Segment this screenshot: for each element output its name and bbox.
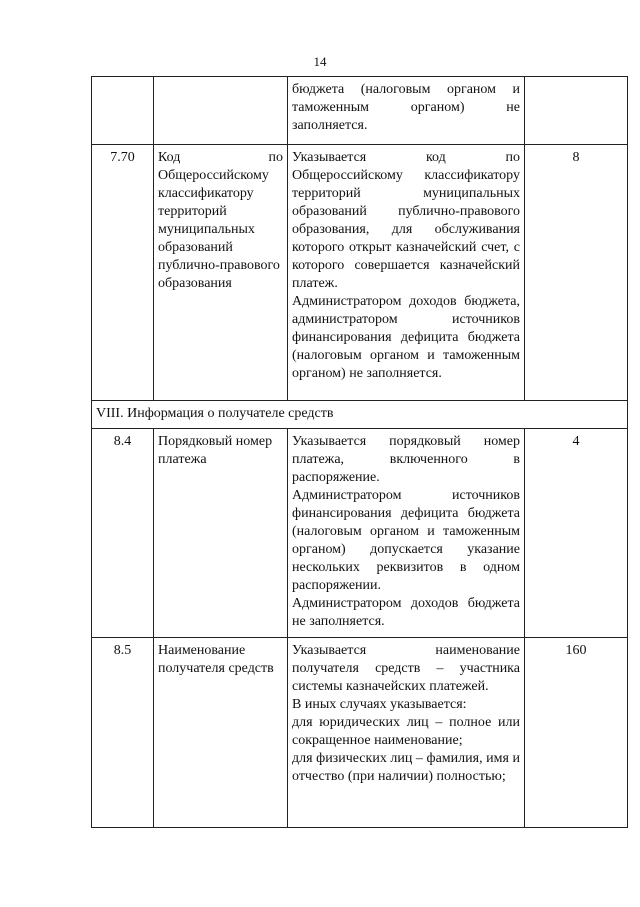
section-title: VIII. Информация о получателе средств bbox=[92, 401, 628, 429]
section-header-row bbox=[92, 401, 628, 429]
name-text: Наименование получателя средств bbox=[158, 643, 274, 676]
max-length: 160 bbox=[525, 638, 628, 828]
max-length: 4 bbox=[525, 429, 628, 638]
requisite-description bbox=[288, 429, 525, 638]
name-text: Код по Общероссийскому классификатору территорий муниципальных образований публично-правового образования bbox=[158, 150, 283, 291]
max-length: 8 bbox=[525, 145, 628, 401]
row-number: 8.5 bbox=[92, 638, 154, 828]
description-paragraph: Администратором доходов бюджета не заполняется. bbox=[292, 596, 520, 629]
row-number: 7.70 bbox=[92, 145, 154, 401]
table-row bbox=[92, 77, 628, 145]
table-row bbox=[92, 429, 628, 638]
page-number: 14 bbox=[313, 54, 327, 69]
row-number bbox=[92, 77, 154, 145]
requisite-name bbox=[154, 145, 288, 401]
description-paragraph: Администратором источников финансирования дефицита бюджета (налоговым органом и таможенным органом) допускается указание нескольких реквизитов в одном распоряжении. bbox=[292, 488, 520, 593]
table-row bbox=[92, 145, 628, 401]
requisite-description bbox=[288, 145, 525, 401]
requisite-description bbox=[288, 638, 525, 828]
description-paragraph: Указывается порядковый номер платежа, включенного в распоряжение. bbox=[292, 434, 520, 485]
max-length bbox=[525, 77, 628, 145]
table-row bbox=[92, 638, 628, 828]
requisite-name bbox=[154, 429, 288, 638]
description-paragraph: Администратором доходов бюджета, администратором источников финансирования дефицита бюджета (налоговым органом и таможенным органом) не заполняется. bbox=[292, 294, 520, 381]
description-paragraph: В иных случаях указывается: bbox=[292, 697, 467, 712]
requisites-table bbox=[91, 76, 628, 828]
description-paragraph: бюджета (налоговым органом и таможенным органом) не заполняется. bbox=[292, 82, 520, 133]
description-paragraph: для физических лиц – фамилия, имя и отчество (при наличии) полностью; bbox=[292, 751, 520, 784]
description-paragraph: Указывается наименование получателя средств – участника системы казначейских платежей. bbox=[292, 643, 520, 694]
row-number: 8.4 bbox=[92, 429, 154, 638]
requisite-name bbox=[154, 77, 288, 145]
requisite-name bbox=[154, 638, 288, 828]
description-paragraph: Указывается код по Общероссийскому классификатору территорий муниципальных образований публично-правового образования, для обслуживания которого открыт казначейский счет, с которого совершается казначейский платеж. bbox=[292, 150, 520, 291]
name-text: Порядковый номер платежа bbox=[158, 434, 273, 467]
requisite-description bbox=[288, 77, 525, 145]
description-paragraph: для юридических лиц – полное или сокращенное наименование; bbox=[292, 715, 520, 748]
